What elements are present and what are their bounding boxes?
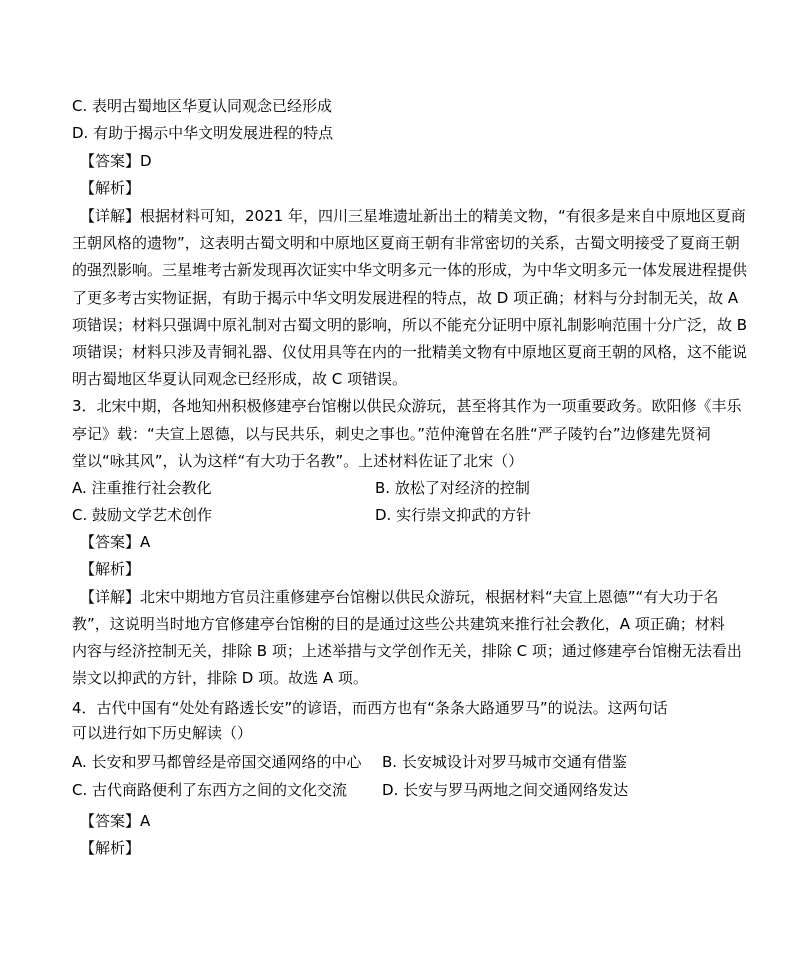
explanation-q3-line1: 【详解】北宋中期地方官员注重修建亭台馆榭以供民众游玩，根据材料“夫宣上恩德”“有大功于名 [80, 588, 719, 606]
option-d-q4: D. 长安与罗马两地之间交通网络发达 [382, 781, 629, 799]
explanation-q2-line2: 王朝风格的遗物”，这表明古蜀文明和中原地区夏商王朝有非常密切的关系，古蜀文明接受了夏商王朝 [72, 234, 740, 252]
question-4-line1: 4．古代中国有“处处有路透长安”的谚语，而西方也有“条条大路通罗马”的说法。这两句话 [72, 699, 668, 717]
explanation-q2-line7: 明古蜀地区华夏认同观念已经形成，故 C 项错误。 [72, 370, 408, 388]
option-c-q2: C. 表明古蜀地区华夏认同观念已经形成 [72, 97, 333, 115]
question-3-line2: 亭记》载：“夫宣上恩德，以与民共乐，刺史之事也。”范仲淹曾在名胜“严子陵钓台”边修建先贤祠 [72, 425, 711, 443]
explanation-q2-line6: 项错误；材料只涉及青铜礼器、仪仗用具等在内的一批精美文物有中原地区夏商王朝的风格，这不能说 [72, 343, 748, 361]
question-3-line1: 3．北宋中期，各地知州积极修建亭台馆榭以供民众游玩，甚至将其作为一项重要政务。欧阳修《丰乐 [72, 397, 742, 415]
analysis-heading-q4: 【解析】 [80, 839, 141, 857]
option-d-q3: D. 实行崇文抑武的方针 [375, 506, 532, 524]
analysis-heading-q3: 【解析】 [80, 560, 141, 578]
explanation-q2-line4: 了更多考古实物证据，有助于揭示中华文明发展进程的特点，故 D 项正确；材料与分封制无关，故 A [72, 289, 739, 307]
answer-q2: 【答案】D [80, 152, 152, 170]
answer-q3: 【答案】A [80, 533, 151, 551]
option-d-q2: D. 有助于揭示中华文明发展进程的特点 [72, 124, 334, 142]
option-b-q3: B. 放松了对经济的控制 [375, 479, 530, 497]
explanation-q3-line2: 教”，这说明当时地方官修建亭台馆榭的目的是通过这些公共建筑来推行社会教化，A 项正确；材料 [72, 615, 725, 633]
analysis-heading-q2: 【解析】 [80, 179, 141, 197]
option-b-q4: B. 长安城设计对罗马城市交通有借鉴 [382, 753, 627, 771]
question-3-line3: 堂以“咏其风”，认为这样“有大功于名教”。上述材料佐证了北宋（） [72, 452, 524, 470]
answer-q4: 【答案】A [80, 812, 151, 830]
explanation-q3-line4: 崇文以抑武的方针，排除 D 项。故选 A 项。 [72, 669, 368, 687]
option-c-q4: C. 古代商路便利了东西方之间的文化交流 [72, 781, 348, 799]
question-4-line2: 可以进行如下历史解读（） [72, 724, 253, 742]
option-a-q3: A. 注重推行社会教化 [72, 479, 212, 497]
explanation-q3-line3: 内容与经济控制无关，排除 B 项；上述举措与文学创作无关，排除 C 项；通过修建亭台馆榭无法看出 [72, 642, 742, 660]
option-c-q3: C. 鼓励文学艺术创作 [72, 506, 213, 524]
explanation-q2-line3: 的强烈影响。三星堆考古新发现再次证实中华文明多元一体的形成，为中华文明多元一体发展进程提供 [72, 261, 748, 279]
explanation-q2-line5: 项错误；材料只强调中原礼制对古蜀文明的影响，所以不能充分证明中原礼制影响范围十分广泛，故 B [72, 316, 748, 334]
option-a-q4: A. 长安和罗马都曾经是帝国交通网络的中心 [72, 753, 362, 771]
explanation-q2-line1: 【详解】根据材料可知，2021 年，四川三星堆遗址新出土的精美文物，“有很多是来自中原地区夏商 [80, 207, 746, 225]
